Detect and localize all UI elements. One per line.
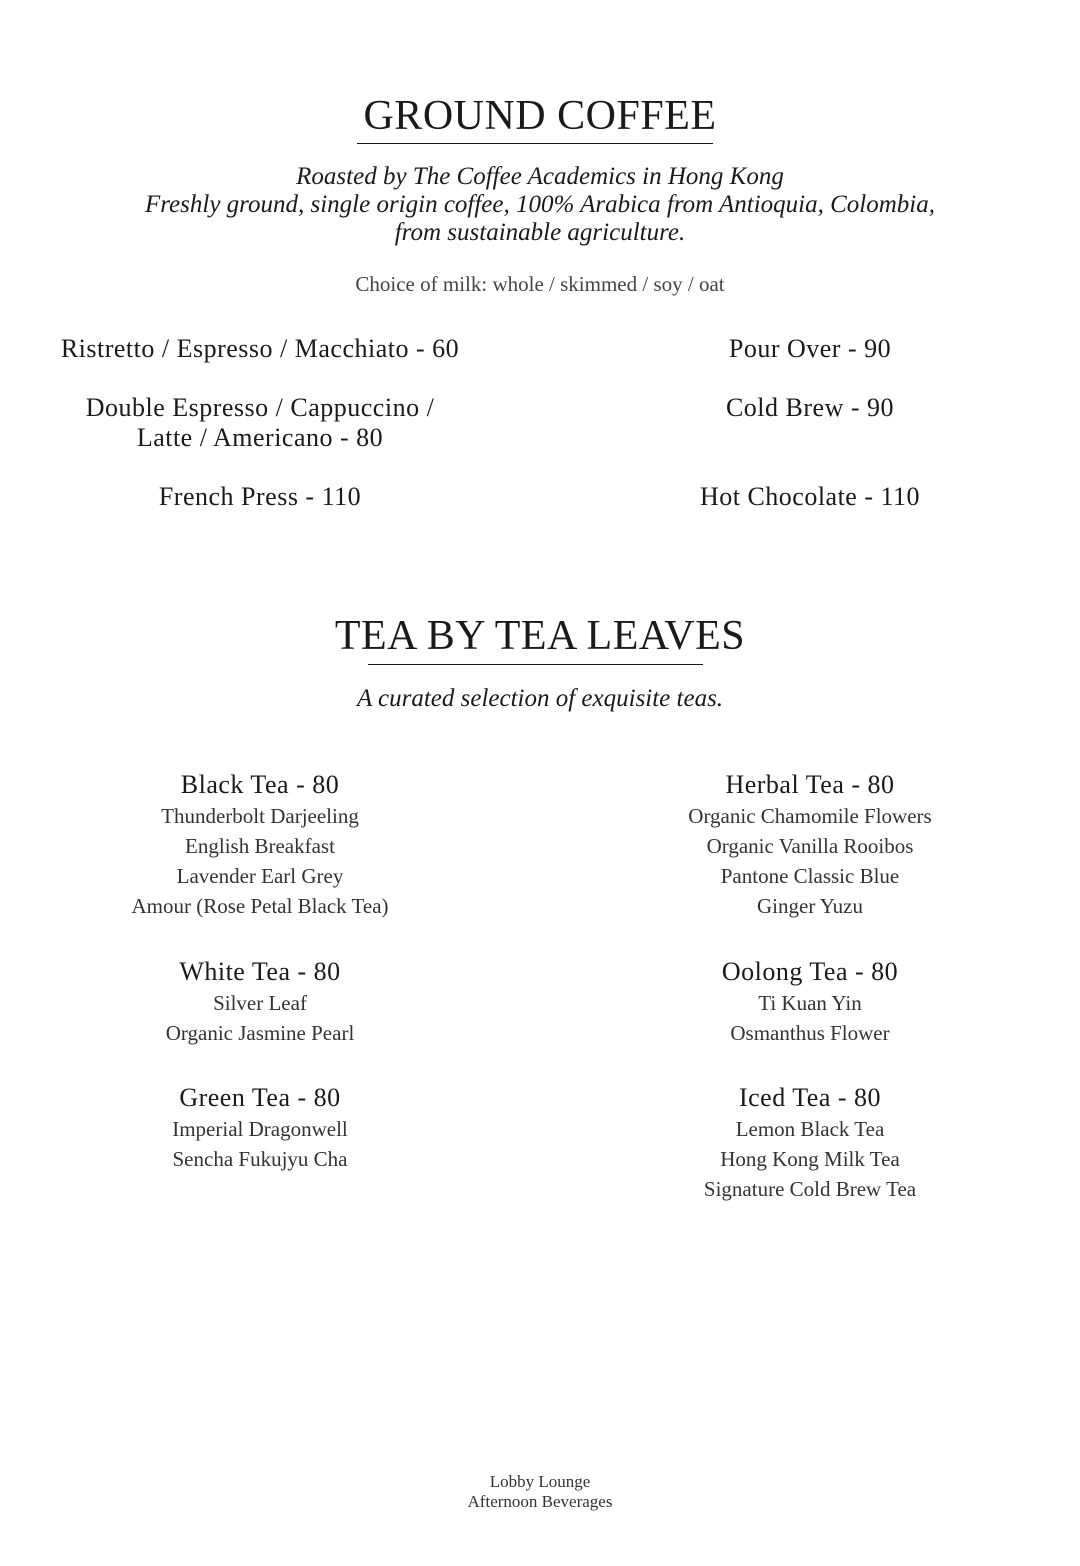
coffee-item bbox=[560, 393, 1060, 423]
coffee-item-line: Cold Brew - 90 bbox=[725, 393, 895, 422]
tea-item: Thunderbolt Darjeeling bbox=[161, 804, 359, 828]
tea-group bbox=[560, 1082, 1060, 1204]
coffee-item bbox=[10, 334, 510, 364]
tea-group-heading: Black Tea - 80 bbox=[180, 770, 340, 799]
milk-choice: Choice of milk: whole / skimmed / soy / oat bbox=[355, 272, 725, 296]
tea-title-underline bbox=[368, 664, 703, 665]
coffee-item bbox=[560, 334, 1060, 364]
tea-item: English Breakfast bbox=[185, 834, 335, 858]
tea-item: Organic Chamomile Flowers bbox=[688, 804, 932, 828]
tea-item: Pantone Classic Blue bbox=[720, 864, 900, 888]
tea-group-heading: Green Tea - 80 bbox=[179, 1083, 341, 1112]
coffee-intro bbox=[0, 163, 1080, 247]
tea-item: Sencha Fukujyu Cha bbox=[172, 1147, 348, 1171]
coffee-intro-line: from sustainable agriculture. bbox=[394, 219, 686, 246]
coffee-intro-line: Roasted by The Coffee Academics in Hong Kong bbox=[296, 163, 784, 190]
tea-group-heading: White Tea - 80 bbox=[179, 957, 341, 986]
tea-item: Lavender Earl Grey bbox=[176, 864, 344, 888]
tea-item: Organic Vanilla Rooibos bbox=[706, 834, 914, 858]
coffee-section-title: GROUND COFFEE bbox=[363, 93, 717, 139]
tea-item: Silver Leaf bbox=[213, 991, 307, 1015]
tea-item: Imperial Dragonwell bbox=[172, 1117, 348, 1141]
tea-item: Osmanthus Flower bbox=[730, 1021, 890, 1045]
tea-group-heading: Iced Tea - 80 bbox=[738, 1083, 882, 1112]
tea-item: Ti Kuan Yin bbox=[758, 991, 862, 1015]
tea-group bbox=[560, 769, 1060, 921]
tea-section-title: TEA BY TEA LEAVES bbox=[334, 613, 746, 659]
coffee-item-line: Pour Over - 90 bbox=[728, 334, 892, 363]
tea-item: Amour (Rose Petal Black Tea) bbox=[131, 894, 389, 918]
coffee-intro-line: Freshly ground, single origin coffee, 100% Arabica from Antioquia, Colombia, bbox=[144, 191, 935, 218]
tea-group-heading: Oolong Tea - 80 bbox=[721, 957, 899, 986]
tea-group bbox=[10, 956, 510, 1048]
coffee-item-line: Double Espresso / Cappuccino / bbox=[85, 393, 435, 422]
coffee-item bbox=[10, 482, 510, 512]
tea-intro: A curated selection of exquisite teas. bbox=[356, 685, 724, 712]
tea-group bbox=[560, 956, 1060, 1048]
tea-group-heading: Herbal Tea - 80 bbox=[725, 770, 895, 799]
coffee-item-line: Ristretto / Espresso / Macchiato - 60 bbox=[60, 334, 460, 363]
footer-venue: Lobby Lounge bbox=[489, 1472, 591, 1491]
coffee-item-line: Hot Chocolate - 110 bbox=[699, 482, 921, 511]
footer-menu-name: Afternoon Beverages bbox=[467, 1492, 613, 1511]
tea-item: Ginger Yuzu bbox=[757, 894, 863, 918]
tea-item: Organic Jasmine Pearl bbox=[165, 1021, 355, 1045]
tea-item: Lemon Black Tea bbox=[735, 1117, 885, 1141]
tea-group bbox=[10, 1082, 510, 1174]
coffee-title-underline bbox=[357, 143, 713, 144]
coffee-item-line: French Press - 110 bbox=[158, 482, 362, 511]
coffee-item-line: Latte / Americano - 80 bbox=[136, 423, 384, 452]
coffee-item bbox=[10, 393, 510, 453]
page-footer bbox=[0, 1472, 1080, 1512]
tea-item: Signature Cold Brew Tea bbox=[703, 1177, 917, 1201]
tea-item: Hong Kong Milk Tea bbox=[720, 1147, 900, 1171]
tea-group bbox=[10, 769, 510, 921]
coffee-item bbox=[560, 482, 1060, 512]
